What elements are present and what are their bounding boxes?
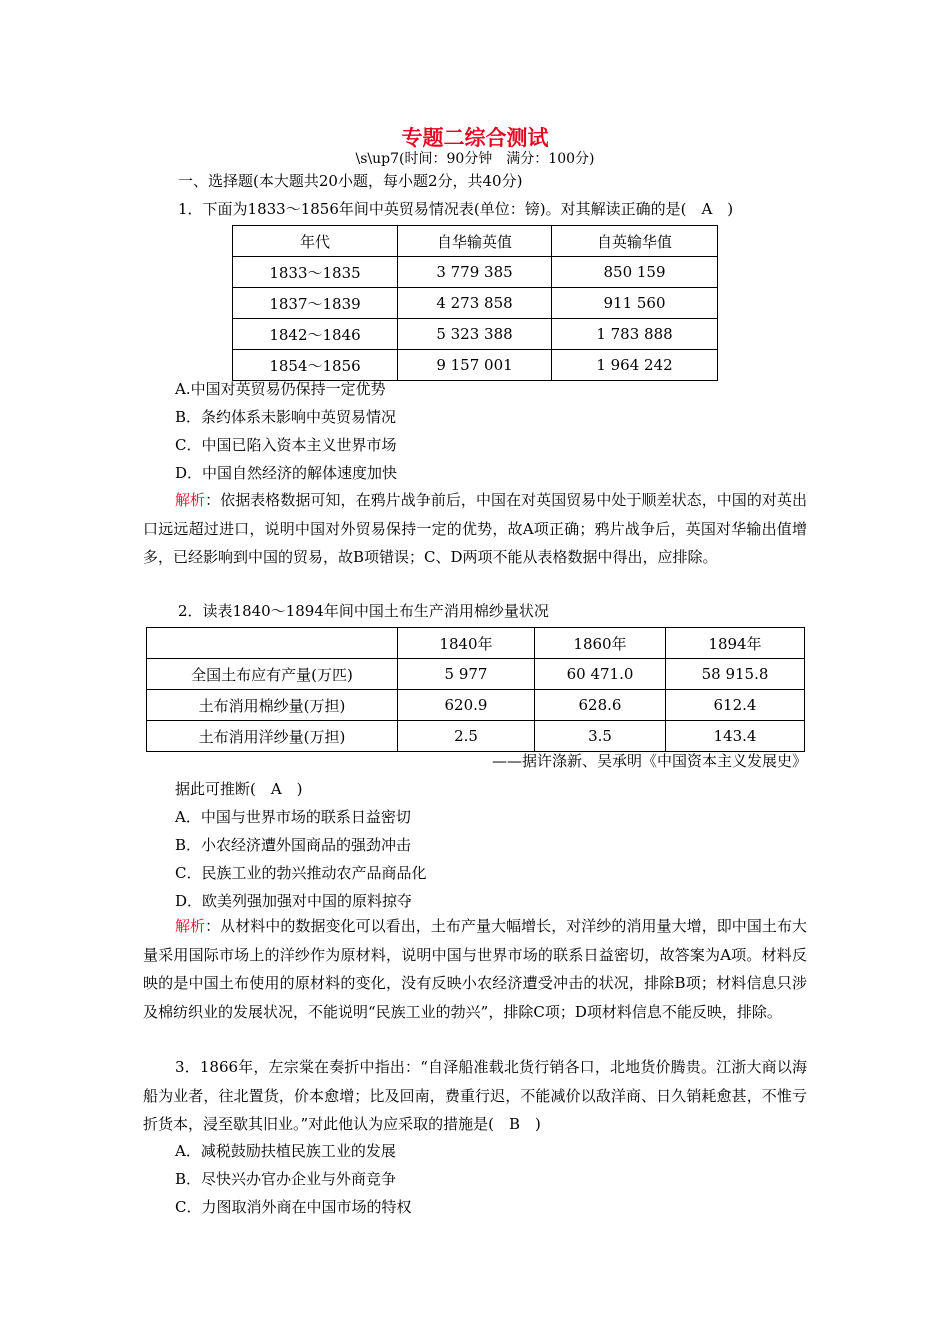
analysis-text: ：从材料中的数据变化可以看出，土布产量大幅增长，对洋纱的消用量大增，即中国土布大量采用国际市场上的洋纱作为原材料，说明中国与世界市场的联系日益密切，故答案为A项。材料反映的是中国土布使用的原材料的变化，没有反映小农经济遭受冲击的状况，排除B项；材料信息只涉及棉纺织业的发展状况，不能说明“民族工业的勃兴”，排除C项；D项材料信息不能反映，排除。 <box>143 917 807 1021</box>
table-row <box>233 350 718 381</box>
table-cell: 土布消用棉纱量(万担) <box>147 690 398 721</box>
table-header-cell: 自华输英值 <box>398 226 552 257</box>
table-cell: 612.4 <box>666 690 805 721</box>
q3-option-c: C．力图取消外商在中国市场的特权 <box>175 1198 412 1216</box>
q1-option-a: A.中国对英贸易仍保持一定优势 <box>175 380 386 398</box>
q2-prompt: 据此可推断( A ) <box>175 780 303 798</box>
table-cell: 全国土布应有产量(万匹) <box>147 659 398 690</box>
analysis-text: ：依据表格数据可知，在鸦片战争前后，中国在对英国贸易中处于顺差状态，中国的对英出口远远超过进口，说明中国对外贸易保持一定的优势，故A项正确；鸦片战争后，英国对华输出值增多，已经影响到中国的贸易，故B项错误；C、D两项不能从表格数据中得出，应排除。 <box>143 491 807 566</box>
q2-option-c: C．民族工业的勃兴推动农产品商品化 <box>175 864 427 882</box>
table-cell: 60 471.0 <box>535 659 666 690</box>
table-cell: 1 783 888 <box>552 319 718 350</box>
table-header-row <box>147 628 805 659</box>
table-cell: 5 323 388 <box>398 319 552 350</box>
analysis-label: 解析 <box>175 491 206 509</box>
section-heading: 一、选择题(本大题共20小题，每小题2分，共40分) <box>178 172 523 190</box>
table-row <box>233 288 718 319</box>
table-cell: 58 915.8 <box>666 659 805 690</box>
q1-option-c: C．中国已陷入资本主义世界市场 <box>175 436 397 454</box>
table-cell: 4 273 858 <box>398 288 552 319</box>
table-header-cell: 年代 <box>233 226 398 257</box>
table-row <box>147 721 805 752</box>
table-cell: 9 157 001 <box>398 350 552 381</box>
table-cell: 1833～1835 <box>233 257 398 288</box>
table-row <box>147 690 805 721</box>
table-row <box>233 257 718 288</box>
table-header-cell: 1840年 <box>398 628 535 659</box>
q2-option-b: B．小农经济遭外国商品的强劲冲击 <box>175 836 412 854</box>
table-cell: 3.5 <box>535 721 666 752</box>
page-title: 专题二综合测试 <box>401 125 549 150</box>
table-cell: 1 964 242 <box>552 350 718 381</box>
q2-stem: 2．读表1840～1894年间中国土布生产消用棉纱量状况 <box>178 602 549 620</box>
table-header-cell: 1894年 <box>666 628 805 659</box>
table-cell: 2.5 <box>398 721 535 752</box>
table-row <box>233 319 718 350</box>
table-cell: 143.4 <box>666 721 805 752</box>
table-cell: 1837～1839 <box>233 288 398 319</box>
q2-option-d: D．欧美列强加强对中国的原料掠夺 <box>175 892 413 910</box>
table-cell: 850 159 <box>552 257 718 288</box>
q3-stem: 3．1866年，左宗棠在奏折中指出：“自泽船准载北货行销各口，北地货价腾贵。江浙大商以海船为业者，往北置货，价本愈增；比及回南，费重行迟，不能减价以敌洋商、日久销耗愈甚，不惟亏折货本，浸至歇其旧业。”对此他认为应采取的措施是( B ) <box>143 1058 807 1133</box>
analysis-label: 解析 <box>175 917 206 935</box>
q3-option-b: B．尽快兴办官办企业与外商竞争 <box>175 1170 397 1188</box>
table-header-cell: 自英输华值 <box>552 226 718 257</box>
table-header-cell: 1860年 <box>535 628 666 659</box>
table-cell: 土布消用洋纱量(万担) <box>147 721 398 752</box>
q2-source: ——据许涤新、吴承明《中国资本主义发展史》 <box>491 752 807 770</box>
q1-option-b: B．条约体系未影响中英贸易情况 <box>175 408 397 426</box>
q2-cotton-table <box>146 627 805 752</box>
table-cell: 3 779 385 <box>398 257 552 288</box>
q1-analysis <box>143 486 807 572</box>
table-cell: 620.9 <box>398 690 535 721</box>
q1-stem: 1．下面为1833～1856年间中英贸易情况表(单位：镑)。对其解读正确的是( A ) <box>178 200 734 218</box>
table-cell: 1842～1846 <box>233 319 398 350</box>
q3-option-a: A．减税鼓励扶植民族工业的发展 <box>175 1142 396 1160</box>
table-header-cell <box>147 628 398 659</box>
table-cell: 5 977 <box>398 659 535 690</box>
table-cell: 628.6 <box>535 690 666 721</box>
q2-option-a: A．中国与世界市场的联系日益密切 <box>175 808 411 826</box>
table-row <box>147 659 805 690</box>
time-score-line: \s\up7(时间：90分钟 满分：100分) <box>355 151 595 167</box>
q2-analysis <box>143 912 807 1026</box>
table-cell: 911 560 <box>552 288 718 319</box>
table-header-row <box>233 226 718 257</box>
table-cell: 1854～1856 <box>233 350 398 381</box>
q1-option-d: D．中国自然经济的解体速度加快 <box>175 464 398 482</box>
q1-trade-table <box>232 225 718 381</box>
